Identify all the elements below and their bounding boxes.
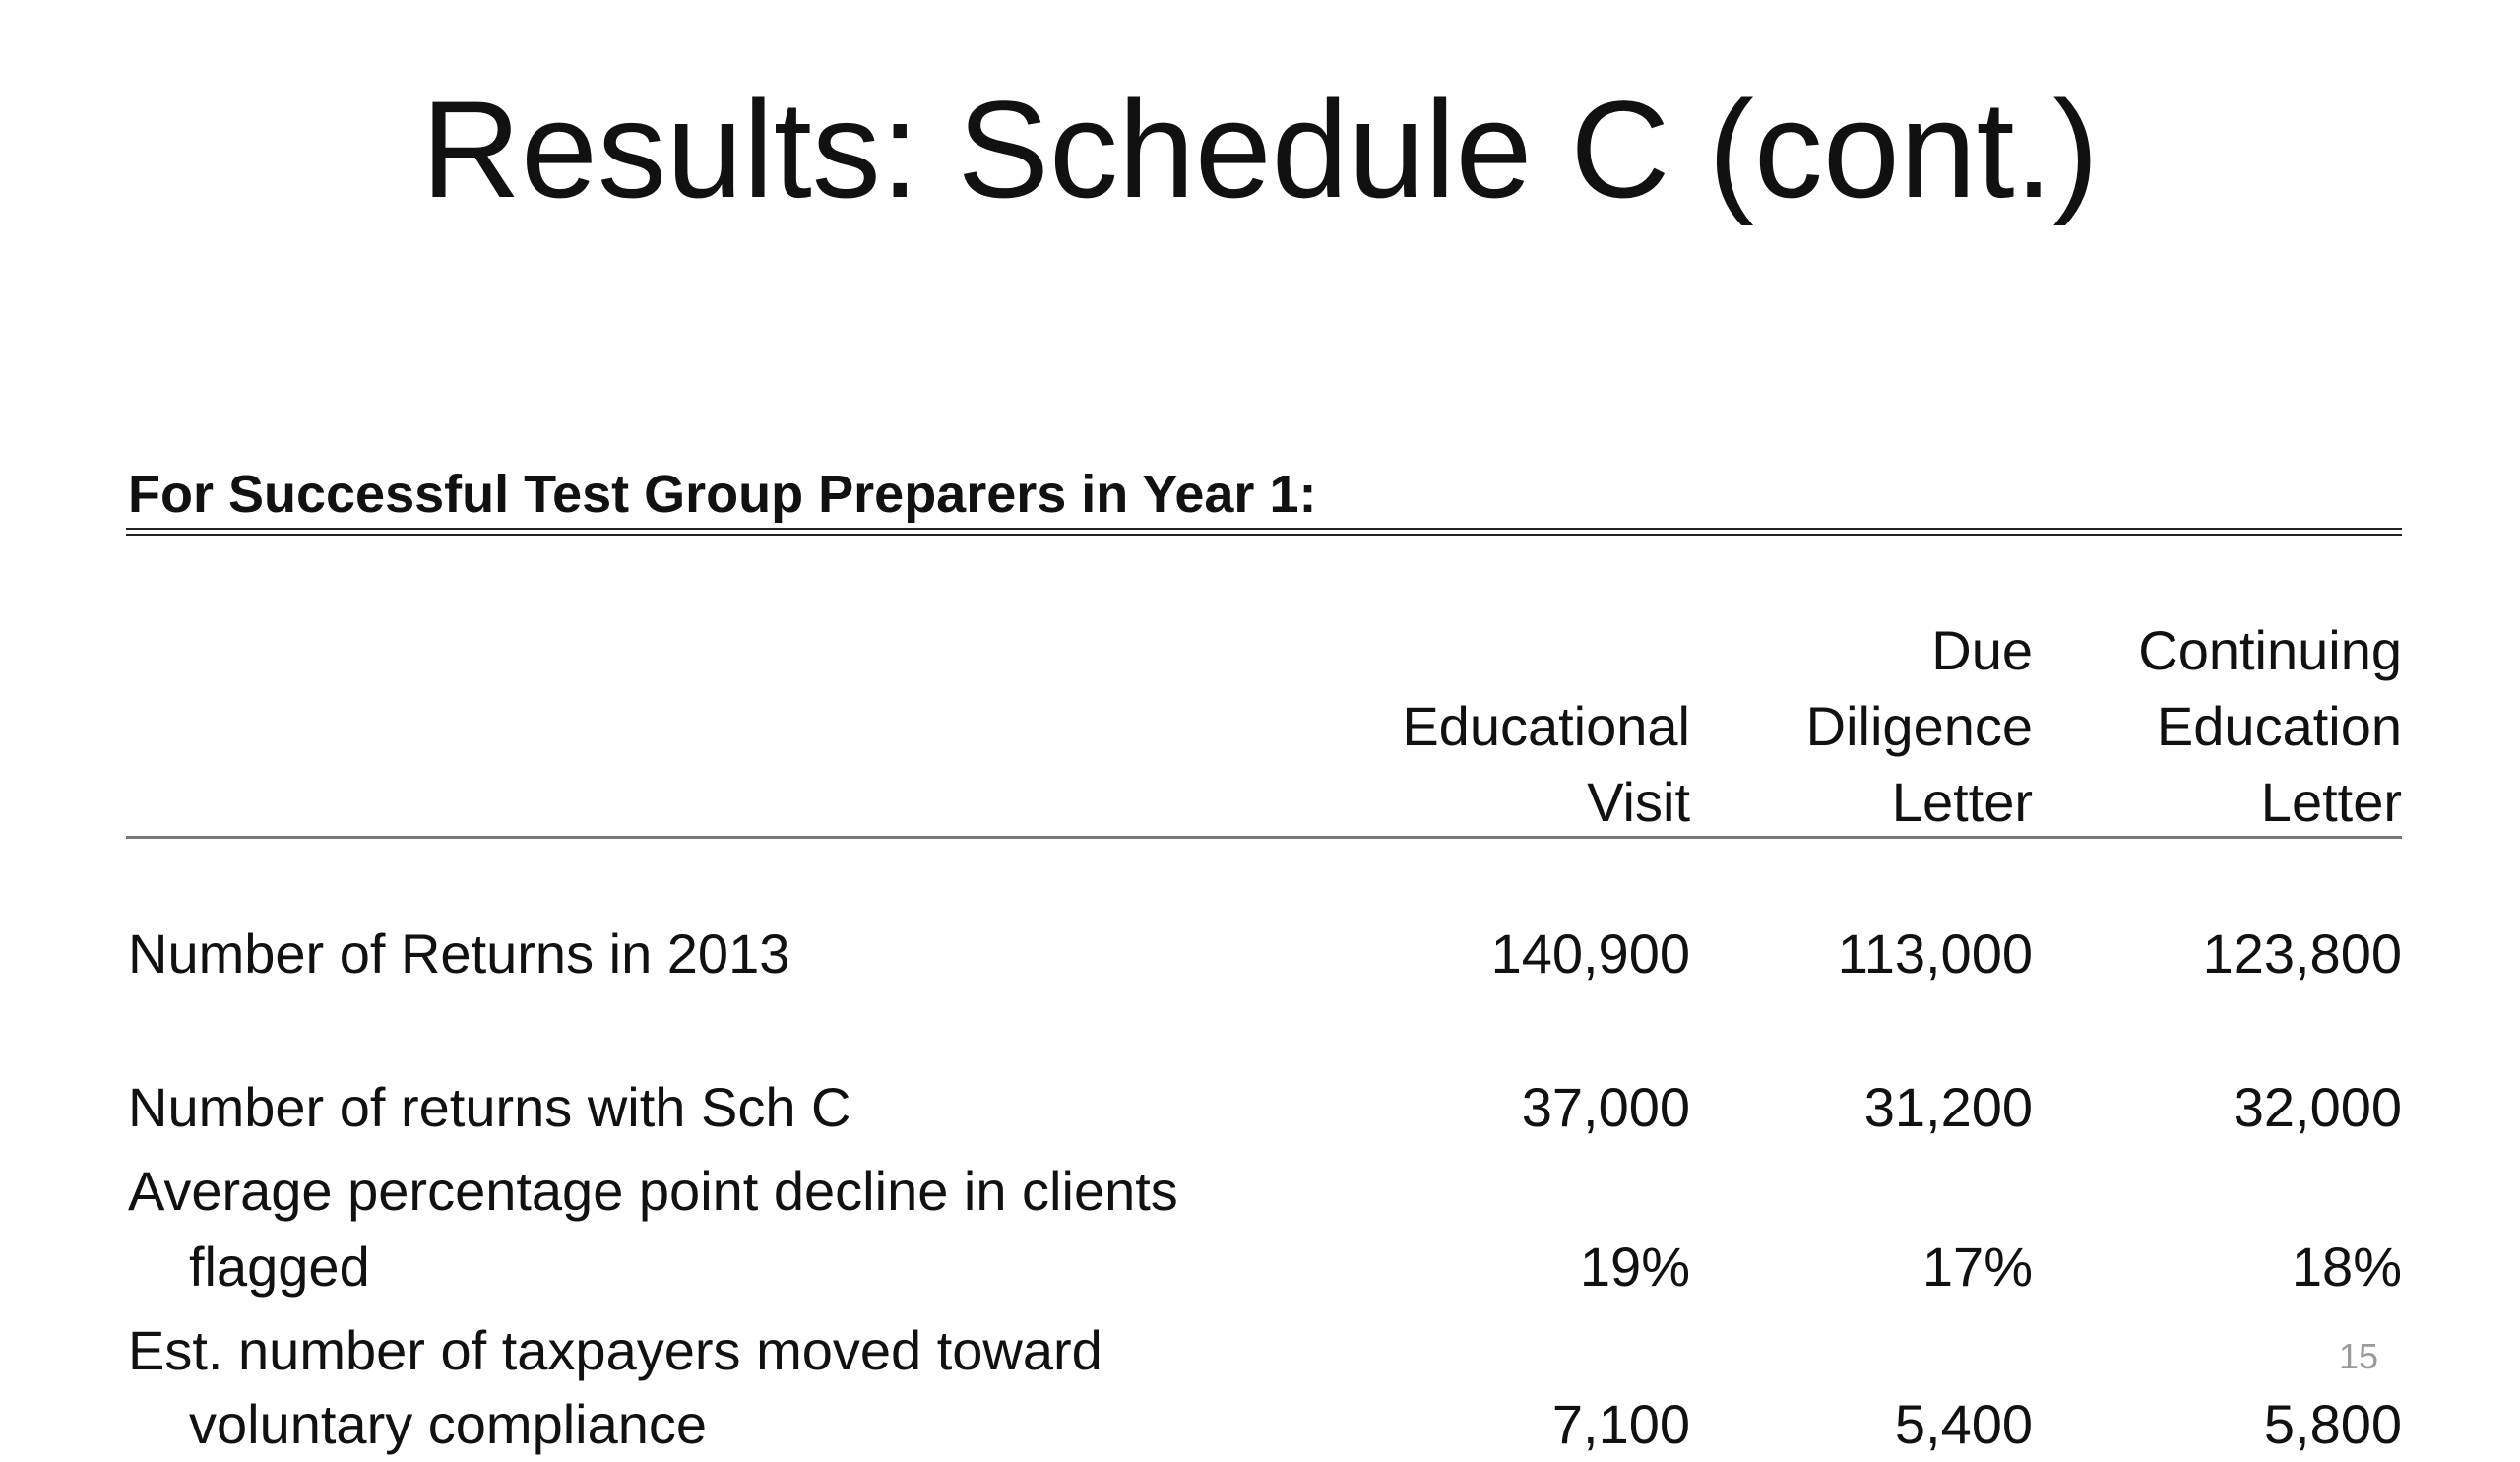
column-header-continuing-education-letter: [2138, 612, 2402, 840]
column-header-line: Visit: [1587, 771, 1690, 833]
row-label-compliance-line1: Est. number of taxpayers moved toward: [128, 1319, 1102, 1381]
page-number: 15: [2338, 1336, 2378, 1376]
column-header-line: Due: [1931, 619, 2033, 681]
column-header-line: Diligence: [1805, 695, 2033, 757]
cell-decline-due-diligence: 17%: [1922, 1236, 2033, 1298]
header-divider: [126, 836, 2402, 839]
cell-returns-2013-continuing-education: 123,800: [2202, 922, 2402, 985]
column-header-line: Letter: [2260, 771, 2402, 833]
slide-title: Results: Schedule C (cont.): [420, 72, 2100, 226]
cell-compliance-due-diligence: 5,400: [1894, 1393, 2033, 1455]
column-header-due-diligence-letter: [1806, 612, 2033, 840]
heading-double-rule: [126, 528, 2402, 536]
cell-sch-c-educational-visit: 37,000: [1521, 1076, 1690, 1138]
row-label-decline-line2: flagged: [189, 1236, 370, 1298]
cell-decline-continuing-education: 18%: [2291, 1236, 2402, 1298]
row-label-returns-sch-c: Number of returns with Sch C: [128, 1076, 851, 1138]
cell-decline-educational-visit: 19%: [1579, 1236, 1690, 1298]
cell-returns-2013-educational-visit: 140,900: [1490, 922, 1690, 985]
section-heading: For Successful Test Group Preparers in Year 1:: [128, 465, 1317, 524]
cell-sch-c-continuing-education: 32,000: [2233, 1076, 2402, 1138]
cell-compliance-continuing-education: 5,800: [2263, 1393, 2402, 1455]
cell-returns-2013-due-diligence: 113,000: [1837, 922, 2033, 985]
column-header-educational-visit: [1402, 612, 1690, 840]
row-label-compliance-line2: voluntary compliance: [189, 1393, 708, 1455]
cell-compliance-educational-visit: 7,100: [1551, 1393, 1690, 1455]
column-header-line: [1402, 612, 1690, 688]
column-header-line: Letter: [1891, 771, 2033, 833]
row-label-returns-2013: Number of Returns in 2013: [128, 922, 790, 985]
column-header-line: Education: [2156, 695, 2402, 757]
row-label-decline-line1: Average percentage point decline in clients: [128, 1160, 1178, 1222]
column-header-line: Continuing: [2138, 619, 2402, 681]
column-header-line: Educational: [1402, 695, 1690, 757]
cell-sch-c-due-diligence: 31,200: [1863, 1076, 2033, 1138]
